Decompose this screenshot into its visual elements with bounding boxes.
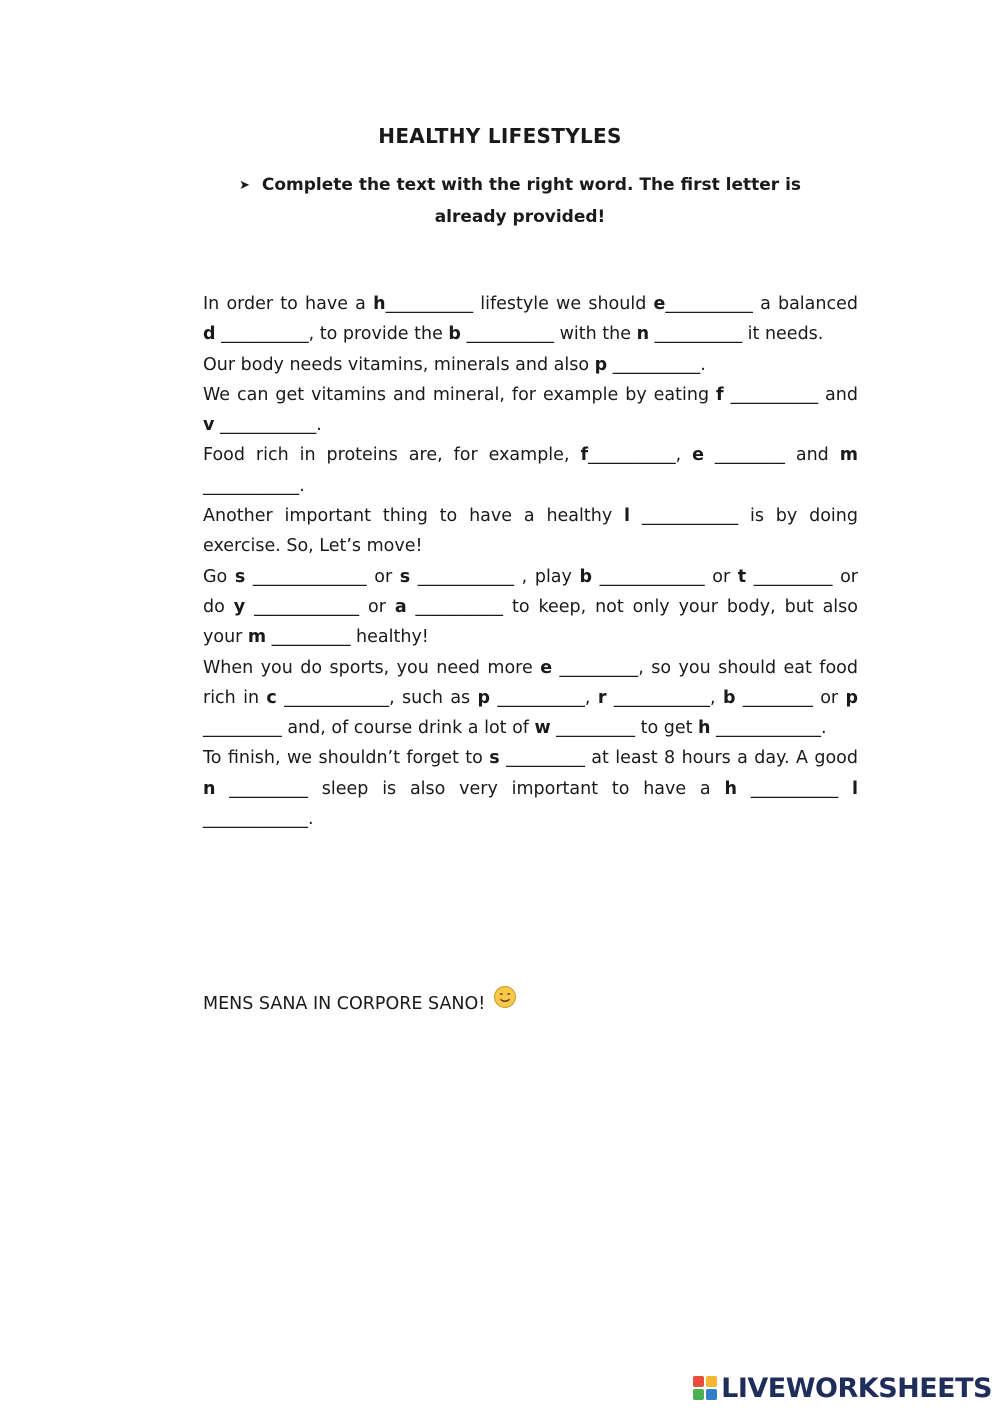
paragraph: We can get vitamins and mineral, for example by eating f __________ and v ___________. bbox=[203, 384, 858, 436]
motto bbox=[203, 987, 517, 1021]
paragraph: When you do sports, you need more e _________, so you should eat food rich in c ____________, such as p __________, r ___________, b ________ or p _________ and, of course drink a lot of w _________ to get h ____________. bbox=[203, 657, 858, 739]
smiley-face-icon bbox=[493, 985, 517, 1019]
motto-text: MENS SANA IN CORPORE SANO! bbox=[203, 994, 486, 1014]
arrowhead-icon: ➤ bbox=[238, 178, 250, 193]
brand-name: LIVEWORKSHEETS bbox=[721, 1372, 992, 1404]
paragraph: Another important thing to have a healthy l ___________ is by doing exercise. So, Let’s move! bbox=[203, 506, 858, 557]
instruction bbox=[200, 170, 840, 232]
instruction-line-2: already provided! bbox=[434, 207, 606, 227]
page-title: HEALTHY LIFESTYLES bbox=[378, 124, 622, 148]
paragraph: Our body needs vitamins, minerals and also p __________. bbox=[203, 354, 706, 375]
paragraph: In order to have a h__________ lifestyle we should e__________ a balanced d __________, to provide the b __________ with the n __________ it needs. bbox=[203, 294, 858, 345]
fill-in-text bbox=[203, 289, 858, 834]
paragraph: To finish, we shouldn’t forget to s _________ at least 8 hours a day. A good n _________ sleep is also very important to have a h __________ l ____________. bbox=[203, 748, 858, 830]
paragraph: Go s _____________ or s ___________ , play b ____________ or t _________ or do y ____________ or a __________ to keep, not only your body, but also your m _________ healthy! bbox=[203, 566, 859, 648]
paragraph: Food rich in proteins are, for example, f__________, e ________ and m ___________. bbox=[203, 445, 858, 496]
brand-watermark bbox=[692, 1371, 992, 1405]
instruction-line-1: Complete the text with the right word. The first letter is bbox=[261, 175, 802, 195]
liveworksheets-logo-icon bbox=[692, 1375, 718, 1401]
